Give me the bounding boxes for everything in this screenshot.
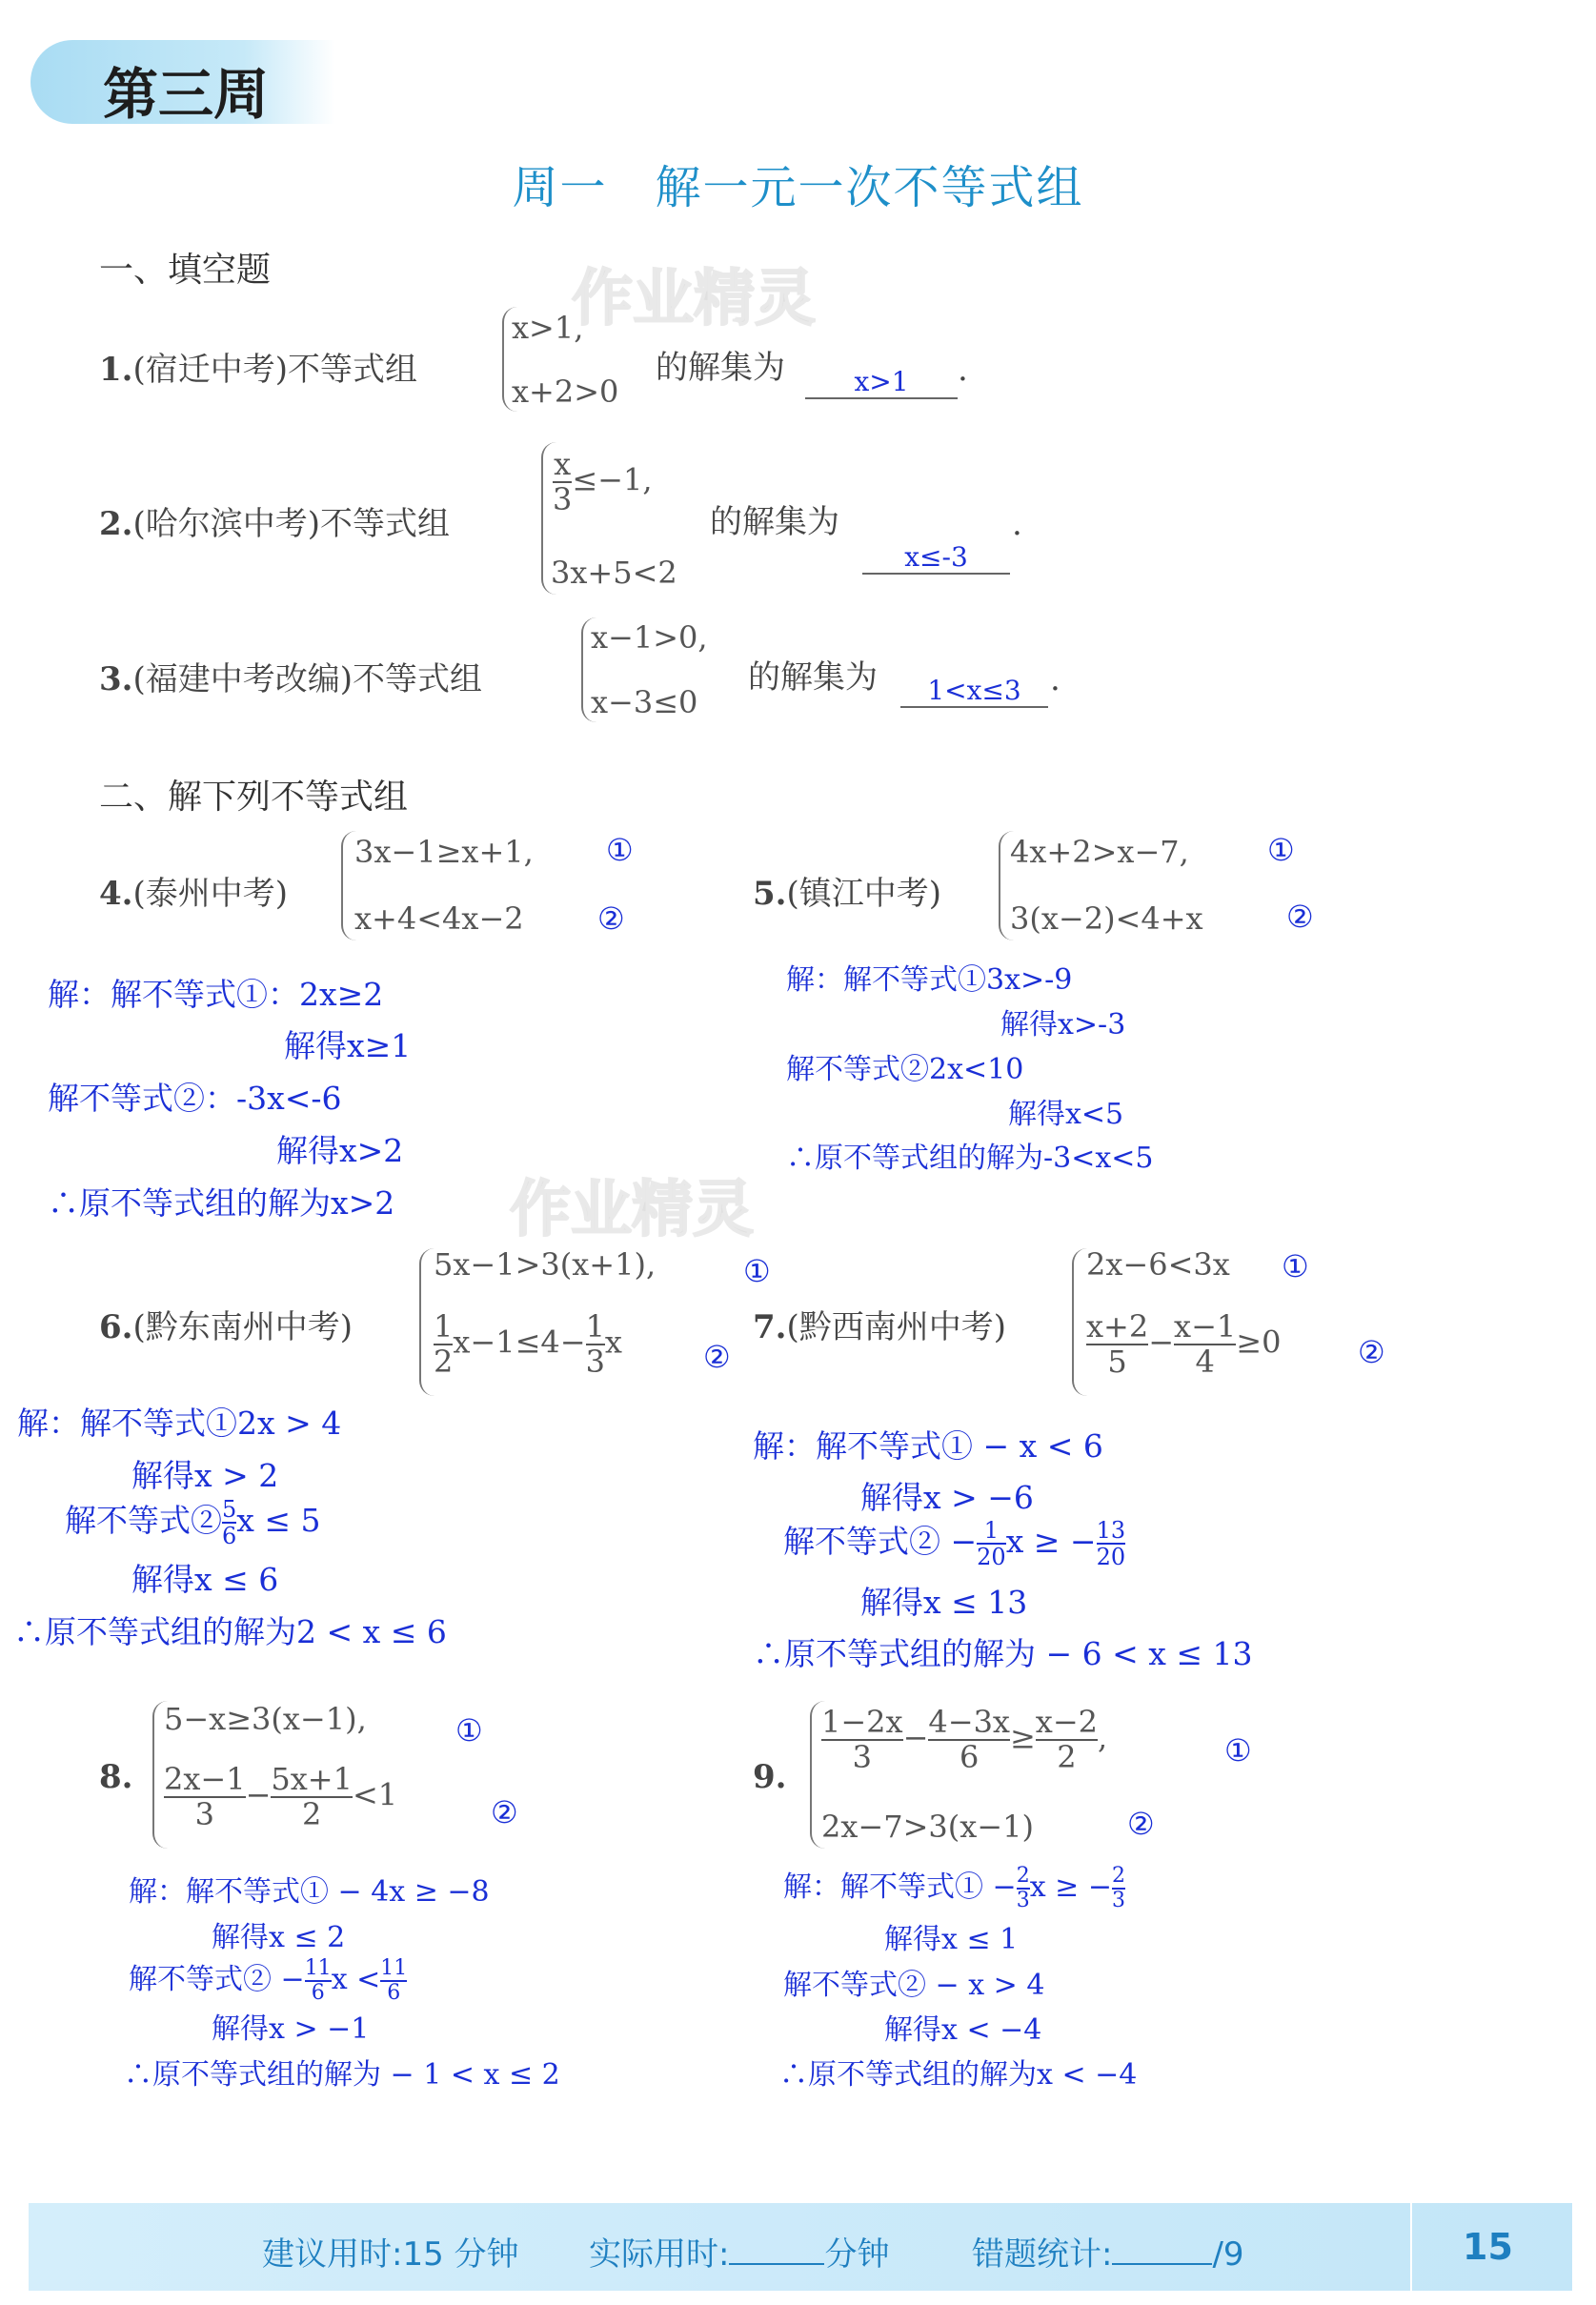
q2-answer: x≤-3 [862,541,1010,575]
q7-line1: 2x−6<3x [1086,1246,1230,1283]
q6-mark1: ① [743,1253,771,1289]
q2-end: . [1012,505,1022,543]
q4-sol-line5: ∴原不等式组的解为x>2 [48,1184,395,1222]
q6-sol-line2: 解得x > 2 [131,1457,279,1494]
q5-stem: 5.(镇江中考) [753,875,942,913]
q2-line1: $\frac{x}{3}$ ≤−1, [553,446,653,518]
q5-mark1: ① [1267,832,1295,868]
q7-sol-line5: ∴原不等式组的解为 − 6 < x ≤ 13 [753,1635,1253,1672]
watermark-middle: 作业精灵 [510,1175,754,1245]
q7-brace [1072,1248,1087,1396]
q1-end: . [958,351,968,389]
q6-sol-line1: 解：解不等式①2x > 4 [17,1405,342,1442]
q7-sol-line3: 解不等式② − $\frac{1}{20}$ x ≥ − $\frac{13}{20}$ [783,1516,1126,1570]
q1-line1: x>1, [512,310,584,346]
footer-separator [1410,2203,1412,2291]
q2-stem: 2.(哈尔滨中考)不等式组 [99,505,451,543]
q9-sol-line2: 解得x ≤ 1 [884,1923,1019,1956]
q1-line2: x+2>0 [512,374,619,410]
q3-end: . [1050,660,1061,698]
q9-sol-line1: 解：解不等式① − $\frac{2}{3}$ x ≥ − $\frac{2}{3}$ [783,1863,1125,1912]
q9-line1: $\frac{1-2x}{3}$ − $\frac{4-3x}{6}$ ≥ $\frac{x-2}{2}$ , [821,1704,1108,1776]
week-title: 第三周 [103,62,270,127]
q3-line2: x−3≤0 [591,684,698,720]
q4-line1: 3x−1≥x+1, [354,834,534,870]
q6-sol-line3: 解不等式② $\frac{5}{6}$ x ≤ 5 [65,1495,321,1549]
q6-line1: 5x−1>3(x+1), [434,1246,657,1283]
q2-suffix: 的解集为 [710,503,839,541]
footer-suggested-time: 建议用时:15 分钟 [262,2235,519,2274]
q5-sol-line2: 解得x>-3 [1000,1008,1126,1041]
q7-sol-line2: 解得x > −6 [860,1479,1034,1516]
q8-mark1: ① [455,1712,483,1749]
error-count-blank[interactable] [1112,2234,1212,2265]
q9-sol-line4: 解得x < −4 [884,2013,1042,2047]
q4-sol-line4: 解得x>2 [276,1132,404,1169]
q5-sol-line1: 解：解不等式①3x>-9 [786,963,1073,997]
q9-sol-line5: ∴原不等式组的解为x < −4 [779,2058,1138,2092]
q5-line2: 3(x−2)<4+x [1010,900,1203,937]
q1-answer: x>1 [805,366,958,399]
q6-sol-line5: ∴原不等式组的解为2 < x ≤ 6 [13,1613,447,1650]
q9-stem: 9. [753,1758,787,1796]
q9-mark2: ② [1127,1806,1155,1842]
page-number: 15 [1463,2226,1513,2268]
q8-sol-line5: ∴原不等式组的解为 − 1 < x ≤ 2 [124,2058,560,2092]
q6-sol-line4: 解得x ≤ 6 [131,1561,279,1598]
q7-sol-line1: 解：解不等式① − x < 6 [753,1427,1103,1465]
q5-mark2: ② [1286,899,1314,935]
day-title: 周一 解一元一次不等式组 [512,161,1084,214]
q8-mark2: ② [491,1794,518,1830]
q1-stem: 1.(宿迁中考)不等式组 [99,351,418,389]
q8-line1: 5−x≥3(x−1), [164,1701,367,1737]
q8-stem: 8. [99,1758,133,1796]
q3-stem: 3.(福建中考改编)不等式组 [99,660,483,698]
q8-line2: $\frac{2x-1}{3}$ − $\frac{5x+1}{2}$ <1 [164,1761,398,1833]
section2-title: 二、解下列不等式组 [99,778,409,817]
q3-line1: x−1>0, [591,619,708,656]
q4-sol-line1: 解：解不等式①：2x≥2 [48,976,384,1013]
q7-mark2: ② [1358,1334,1385,1370]
actual-time-blank[interactable] [729,2234,824,2265]
q5-sol-line3: 解不等式②2x<10 [786,1053,1024,1086]
q6-line2: $\frac{1}{2}$ x−1≤4− $\frac{1}{3}$ x [434,1308,622,1381]
q4-mark2: ② [597,900,625,937]
footer-error-count: 错题统计: /9 [972,2235,1244,2274]
q4-stem: 4.(泰州中考) [99,875,289,913]
section1-title: 一、填空题 [99,251,272,290]
q8-sol-line3: 解不等式② − $\frac{11}{6}$ x < $\frac{11}{6}$ [129,1955,408,2005]
q8-sol-line4: 解得x > −1 [212,2012,370,2046]
q9-line2: 2x−7>3(x−1) [821,1809,1034,1845]
q3-suffix: 的解集为 [748,658,878,697]
q5-line1: 4x+2>x−7, [1010,834,1189,870]
q9-mark1: ① [1224,1732,1252,1769]
q8-sol-line2: 解得x ≤ 2 [212,1921,346,1954]
footer-actual-time: 实际用时: 分钟 [589,2235,890,2274]
q5-sol-line4: 解得x<5 [1008,1098,1124,1131]
q4-sol-line2: 解得x≥1 [284,1027,412,1064]
q2-line2: 3x+5<2 [551,555,677,591]
q3-answer: 1<x≤3 [900,675,1048,708]
q7-sol-line4: 解得x ≤ 13 [860,1584,1028,1621]
q7-line2: $\frac{x+2}{5}$ − $\frac{x-1}{4}$ ≥0 [1086,1308,1282,1381]
q4-line2: x+4<4x−2 [354,900,524,937]
q6-stem: 6.(黔东南州中考) [99,1308,354,1346]
q8-sol-line1: 解：解不等式① − 4x ≥ −8 [129,1875,490,1909]
q6-mark2: ② [703,1339,731,1375]
q9-sol-line3: 解不等式② − x > 4 [783,1969,1045,2002]
q4-mark1: ① [606,832,634,868]
q1-suffix: 的解集为 [656,349,785,387]
q7-stem: 7.(黔西南州中考) [753,1308,1007,1346]
q6-brace [419,1248,434,1396]
q4-sol-line3: 解不等式②：-3x<-6 [48,1080,342,1117]
q7-mark1: ① [1282,1248,1309,1284]
watermark-top: 作业精灵 [572,264,816,334]
q5-sol-line5: ∴原不等式组的解为-3<x<5 [786,1142,1154,1175]
